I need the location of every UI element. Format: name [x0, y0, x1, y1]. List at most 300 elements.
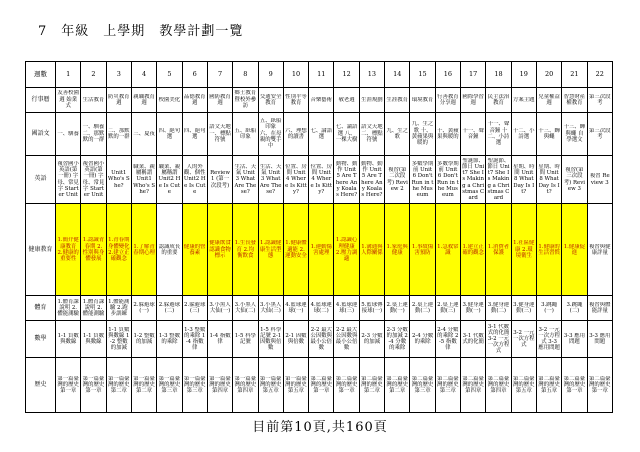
- week-number: 10: [283, 62, 308, 88]
- week-number: 4: [131, 62, 156, 88]
- plan-cell: [182, 113, 207, 156]
- plan-cell-text: 第一篇臺灣的歷史 第四章: [234, 375, 257, 394]
- plan-cell: [562, 87, 587, 113]
- plan-cell: [562, 321, 587, 357]
- plan-cell-text: 3-3 應用問題: [563, 332, 585, 346]
- plan-cell-text: 1.健康促進: [563, 243, 586, 256]
- week-number: 11: [309, 62, 334, 88]
- plan-cell-text: 星期、時間 Unit8 What Day Is It?: [512, 164, 535, 195]
- plan-cell: [56, 113, 81, 156]
- plan-cell: [410, 295, 435, 321]
- plan-cell: [283, 321, 308, 357]
- grade-label: 年級: [61, 24, 90, 39]
- plan-cell-text: 2-2 最大公因數與最小公倍數: [310, 326, 333, 352]
- plan-cell-text: 認識成長的重要: [158, 243, 181, 256]
- plan-cell-text: 動物、動作 Unit5 Are There Any Koalas Here?: [361, 160, 383, 198]
- plan-cell-text: 2.桌上運動(二): [411, 302, 434, 315]
- plan-cell: [182, 204, 207, 295]
- plan-cell: [536, 204, 561, 295]
- plan-cell-text: 3-1 代數式的化簡: [462, 332, 484, 346]
- plan-cell-text: 第二篇臺灣的歷史 第五章: [538, 375, 560, 394]
- plan-cell: [435, 321, 460, 357]
- plan-cell-text: 2-1 因數與倍數: [285, 332, 307, 346]
- plan-cell: [207, 204, 232, 295]
- plan-cell-text: 三、夏夜: [133, 130, 155, 137]
- plan-cell: [536, 357, 561, 412]
- plan-cell-text: 1.認識健康生活型態: [259, 240, 282, 259]
- plan-cell: [106, 87, 131, 113]
- plan-cell-text: 2-2 最大公因數與最小公倍數: [335, 326, 358, 352]
- subject-label: 英語: [26, 155, 56, 204]
- grade-number: 7: [38, 24, 48, 39]
- plan-cell-text: 1.了解青春期心理: [133, 243, 155, 256]
- plan-cell-text: 十一、聲音鐘 十二、小詩選: [487, 121, 510, 146]
- plan-cell-text: 4.籃球運球(一): [285, 302, 307, 315]
- plan-cell: [182, 155, 207, 204]
- plan-cell: [182, 87, 207, 113]
- subject-label: 歷史: [26, 357, 56, 412]
- plan-cell-text: 3.小黑人大仙(二): [234, 302, 256, 315]
- plan-cell-text: Unit1 Who's She?: [107, 170, 130, 189]
- plan-cell-text: 第二篇臺灣的歷史 第三章: [437, 375, 459, 394]
- plan-cell-text: 1-2 整數的加減: [133, 332, 155, 346]
- plan-cell: [283, 204, 308, 295]
- plan-cell: [511, 113, 536, 156]
- week-number: 12: [334, 62, 359, 88]
- subject-row: [26, 204, 613, 295]
- plan-cell: [207, 357, 232, 412]
- plan-cell: [410, 87, 435, 113]
- plan-cell: [131, 113, 156, 156]
- plan-cell: [157, 295, 182, 321]
- plan-cell-text: 1.認識青春期 2.性別與身體發展: [82, 237, 105, 262]
- plan-cell: [309, 113, 334, 156]
- plan-cell-text: 1.消費者保護: [487, 243, 510, 256]
- plan-cell: [511, 357, 536, 412]
- week-number: 21: [562, 62, 587, 88]
- plan-cell-text: 一、馴養: [57, 130, 79, 137]
- plan-cell-text: 國際學習週: [462, 93, 484, 106]
- plan-cell: [359, 295, 384, 321]
- plan-cell: [233, 87, 258, 113]
- plan-cell: [536, 295, 561, 321]
- plan-cell: [410, 204, 435, 295]
- plan-cell: [258, 113, 283, 156]
- plan-cell-text: 3.小黑人大仙(三): [259, 302, 282, 315]
- plan-cell-text: 動物、動作 Unit5 Are There Any Koalas Here?: [335, 160, 358, 198]
- plan-cell-text: 1.體能測驗 2.跑步訓練: [108, 298, 130, 318]
- plan-cell: [587, 295, 612, 321]
- plan-cell: [283, 357, 308, 412]
- plan-cell-text: 3.健身運動(二): [487, 302, 510, 315]
- plan-cell: [207, 155, 232, 204]
- plan-cell-text: 十一、聲音鐘: [462, 127, 484, 140]
- plan-cell-text: 1.建立正確的觀念: [462, 243, 484, 256]
- plan-cell-text: Review 1 (第一次段考): [210, 170, 230, 189]
- plan-cell: [410, 155, 435, 204]
- plan-cell-text: 兒童權益週: [538, 93, 560, 106]
- subject-row: [26, 87, 613, 113]
- plan-cell: [587, 321, 612, 357]
- plan-cell: [106, 321, 131, 357]
- plan-cell: [157, 321, 182, 357]
- plan-cell-text: 九、生之歌 十、黃蘋果與暖的: [411, 121, 434, 146]
- plan-cell: [81, 155, 106, 204]
- plan-cell-text: 行善教育 分享週: [437, 93, 459, 106]
- plan-cell: [106, 155, 131, 204]
- plan-cell: [309, 321, 334, 357]
- plan-cell: [283, 87, 308, 113]
- plan-cell-text: 智慧財產權教育: [563, 93, 586, 106]
- plan-cell-text: 2-3 分數的加減 2-4 分數的乘除: [386, 326, 408, 352]
- plan-cell-text: 1.健康的生活習慣: [538, 243, 560, 256]
- plan-cell-text: 1.生長發育 2.均衡飲食: [234, 240, 256, 259]
- plan-cell-text: 方案主題: [512, 96, 535, 103]
- plan-cell: [334, 204, 359, 295]
- plan-cell-text: 親職教育週: [133, 93, 155, 106]
- plan-cell-text: 1-3 整數的乘除 1-4 指數律: [184, 326, 206, 352]
- plan-cell-text: 第一篇臺灣的歷史 第三章: [158, 375, 181, 394]
- subject-label: 國語文: [26, 113, 56, 156]
- week-number: 16: [435, 62, 460, 88]
- plan-cell: [258, 321, 283, 357]
- plan-cell-text: 3-2 一元一次方程式: [512, 329, 535, 349]
- plan-cell: [258, 295, 283, 321]
- plan-cell-text: 3-3 應用問題: [589, 332, 611, 346]
- plan-cell-text: 六、理想的讀書: [285, 127, 307, 140]
- plan-cell-text: 第一篇臺灣的歷史 第二章: [133, 375, 155, 394]
- week-number: 13: [359, 62, 384, 88]
- week-number: 9: [258, 62, 283, 88]
- teaching-plan-table: [25, 61, 613, 413]
- plan-cell-text: 4.籃球運球(二): [310, 302, 332, 315]
- plan-cell-text: 第二篇臺灣的歷史 第二章: [386, 375, 408, 394]
- plan-cell-text: 1.體育課說明 2.體能測驗: [82, 298, 105, 318]
- plan-cell: [536, 155, 561, 204]
- plan-cell: [435, 113, 460, 156]
- plan-cell-text: 第一篇臺灣的歷史 第一章: [82, 375, 105, 394]
- week-number: 18: [486, 62, 511, 88]
- plan-cell: [385, 113, 410, 156]
- plan-cell: [258, 357, 283, 412]
- plan-cell-text: 十二、小詩選: [512, 127, 535, 140]
- plan-cell: [131, 155, 156, 204]
- plan-cell-text: 第一篇臺灣的歷史 第二章: [107, 375, 130, 394]
- plan-cell-text: 十、黃蘋果與暖的: [437, 127, 459, 140]
- plan-cell-text: 職業、親屬稱謂 Unit2 He Is Cute: [158, 164, 181, 195]
- plan-cell: [309, 204, 334, 295]
- week-number: 8: [233, 62, 258, 88]
- plan-cell: [233, 155, 258, 204]
- week-number: 19: [511, 62, 536, 88]
- plan-cell: [81, 357, 106, 412]
- plan-cell-text: 生涯教育: [386, 96, 408, 103]
- plan-cell: [562, 204, 587, 295]
- plan-cell: [157, 113, 182, 156]
- plan-cell-text: 1.運動傷害處理: [310, 243, 332, 256]
- plan-cell-text: 第二篇臺灣的歷史 第三章: [411, 375, 434, 394]
- plan-cell: [536, 113, 561, 156]
- plan-cell-text: 九、生之歌: [386, 127, 408, 140]
- plan-cell: [309, 357, 334, 412]
- week-number: 2: [81, 62, 106, 88]
- plan-cell: [309, 295, 334, 321]
- plan-cell-text: 1.家庭與健康: [386, 243, 408, 256]
- plan-cell-text: 第二篇臺灣的歷史 第四章: [462, 375, 484, 394]
- plan-cell: [334, 295, 359, 321]
- plan-cell-text: 五、紙船印象 六、在母親的雙手中: [259, 118, 282, 150]
- plan-cell-text: 1.健康體適能 2.運動安全: [285, 240, 307, 259]
- plan-cell: [461, 113, 486, 156]
- plan-cell-text: 音樂藝術: [310, 96, 333, 103]
- plan-cell: [486, 321, 511, 357]
- plan-cell: [461, 87, 486, 113]
- plan-cell-text: 語文天地二、標點符號: [361, 124, 383, 143]
- plan-cell: [536, 87, 561, 113]
- plan-cell-text: 1.溝通與人際關係: [361, 243, 383, 256]
- plan-cell: [435, 87, 460, 113]
- subject-row: [26, 155, 613, 204]
- plan-cell-text: 2-4 分數的乘除 2-5 指數律: [437, 326, 459, 352]
- plan-cell-text: 3.健身運動(三): [513, 302, 535, 315]
- week-number: 17: [461, 62, 486, 88]
- plan-cell-text: 品德教育週: [183, 93, 206, 106]
- plan-cell: [233, 321, 258, 357]
- plan-cell-text: 第三次段考: [588, 93, 611, 106]
- plan-cell: [536, 321, 561, 357]
- subject-row: [26, 295, 613, 321]
- plan-cell: [182, 357, 207, 412]
- week-number: 1: [56, 62, 81, 88]
- plan-cell-text: 第二篇臺灣的歷史 第四章: [487, 375, 510, 394]
- plan-cell: [157, 87, 182, 113]
- page-indicator: 目前第10頁,共160頁: [252, 420, 388, 435]
- plan-cell-text: 第二篇臺灣的歷史 第一章: [335, 375, 358, 394]
- subject-row: [26, 113, 613, 156]
- plan-cell: [233, 113, 258, 156]
- plan-cell: [233, 357, 258, 412]
- plan-cell-text: 位置、房間 Unit4 Where Is Kitty?: [310, 164, 333, 195]
- plan-cell-text: 職業、親屬稱謂 Unit1 Who's She?: [133, 164, 156, 195]
- plan-cell-text: 2.躲避球(二): [158, 302, 181, 315]
- plan-cell-text: 3.小黑人大仙(一): [209, 302, 231, 315]
- plan-cell: [461, 357, 486, 412]
- plan-cell: [106, 204, 131, 295]
- plan-cell-text: 十三、蟬與蠅: [538, 127, 560, 140]
- semester: 上學期: [103, 24, 146, 39]
- plan-cell-text: 1-5 科學記號: [234, 332, 256, 346]
- plan-cell-text: 七、論語選: [310, 127, 333, 140]
- plan-cell-text: 交通安全教育: [259, 93, 282, 106]
- plan-cell: [334, 321, 359, 357]
- plan-cell-text: 一、馴養 二、那默默的一群: [82, 124, 105, 143]
- plan-cell-text: 性別平等教育: [285, 93, 307, 106]
- plan-cell: [587, 204, 612, 295]
- subject-label: 體育: [26, 295, 56, 321]
- plan-cell-text: 生活、天氣 Unit3 What Are These?: [234, 164, 257, 195]
- plan-cell: [435, 357, 460, 412]
- plan-cell: [81, 113, 106, 156]
- plan-cell-text: 第一篇臺灣的歷史 第四章: [209, 375, 231, 394]
- plan-cell: [385, 204, 410, 295]
- week-number: 5: [157, 62, 182, 88]
- plan-cell: [385, 295, 410, 321]
- plan-cell-text: 複習與健康評量: [588, 243, 611, 256]
- plan-cell-text: 1-1 負數與數線 1-2 整數的加減: [108, 326, 130, 352]
- plan-cell-text: 1-1 負數與數線: [57, 332, 79, 346]
- plan-cell: [81, 87, 106, 113]
- plan-cell-text: 2-3 分數的加減: [361, 332, 383, 346]
- plan-cell-text: 3-2 一元一次方程式 3-3 應用問題: [538, 326, 560, 352]
- plan-cell: [410, 113, 435, 156]
- plan-cell-text: 1-1 負數與數線: [82, 332, 105, 346]
- plan-cell: [207, 87, 232, 113]
- plan-cell-text: 多數學期前 Unit6 Don't Run in the Museum: [411, 160, 434, 198]
- plan-cell: [283, 295, 308, 321]
- plan-cell-text: 二、那默默的一群: [107, 127, 130, 140]
- plan-cell: [486, 113, 511, 156]
- page-header: [38, 20, 257, 39]
- plan-cell-text: 1.簡介健康教育 2.健康的重要性: [57, 237, 79, 262]
- plan-cell-text: 星期、時間 Unit8 What Day Is It?: [538, 164, 560, 195]
- plan-cell-text: 2.桌上運動(一): [386, 302, 408, 315]
- plan-cell: [562, 155, 587, 204]
- plan-cell-text: 1-3 整數的乘除: [158, 332, 180, 346]
- plan-cell-text: 複習國小英語(第一冊) 字母、常見字 Starter Unit: [57, 160, 79, 198]
- subject-label: 數學: [26, 321, 56, 357]
- plan-cell: [334, 357, 359, 412]
- plan-cell: [56, 87, 81, 113]
- subject-label: 行事曆: [26, 87, 56, 113]
- plan-cell-text: 3-1 代數式的化簡 3-2 一元一次方程式: [487, 323, 510, 355]
- plan-cell-text: 生活、天氣 Unit3 What Are These?: [259, 164, 282, 195]
- week-number: 6: [182, 62, 207, 88]
- plan-cell: [511, 155, 536, 204]
- plan-cell: [587, 357, 612, 412]
- plan-cell-text: 國防教育週: [209, 93, 231, 106]
- plan-cell-text: 1.事故傷害預防: [411, 243, 434, 256]
- plan-cell-text: 第一篇臺灣的歷史 第五章: [285, 375, 307, 394]
- plan-cell-text: 1.體育課說明 2.體能測驗: [57, 298, 79, 318]
- plan-cell-text: 3.跳繩(一): [541, 302, 558, 315]
- plan-cell-text: 四、絕句選: [183, 127, 206, 140]
- plan-cell-text: 1.青春期身體變化 2.建立正確觀念: [107, 237, 130, 262]
- plan-cell: [486, 295, 511, 321]
- plan-cell: [486, 357, 511, 412]
- plan-cell: [359, 321, 384, 357]
- plan-cell-text: 2-4 分數的乘除: [411, 332, 434, 346]
- plan-cell: [461, 155, 486, 204]
- plan-cell: [157, 155, 182, 204]
- week-header-label: 週數: [26, 62, 56, 88]
- plan-cell: [56, 357, 81, 412]
- plan-cell: [157, 357, 182, 412]
- plan-cell: [385, 155, 410, 204]
- plan-cell: [106, 357, 131, 412]
- plan-cell: [131, 321, 156, 357]
- plan-cell: [334, 113, 359, 156]
- plan-cell-text: 位置、房間 Unit4 Where Is Kitty?: [285, 164, 307, 195]
- plan-cell: [283, 155, 308, 204]
- plan-cell: [131, 204, 156, 295]
- plan-cell-text: 第一篇臺灣的歷史 第五章: [259, 375, 282, 394]
- plan-cell-text: 複習(第二次段考) Review 2: [386, 167, 408, 192]
- plan-cell-text: 第二篇臺灣的歷史 第二章: [361, 375, 383, 394]
- plan-cell: [511, 204, 536, 295]
- plan-cell-text: 語文天地一、標點符號: [209, 124, 231, 143]
- plan-cell: [157, 204, 182, 295]
- week-header-row: [26, 62, 613, 88]
- plan-cell: [233, 295, 258, 321]
- plan-cell-text: 敬老週: [338, 96, 355, 103]
- plan-cell-text: 複習國小英語(第一冊) 字母、常見字 Starter Unit: [82, 160, 105, 198]
- plan-cell-text: 防災教育週: [107, 93, 130, 106]
- plan-cell-text: 2.桌上運動(三): [437, 302, 459, 315]
- plan-cell: [410, 321, 435, 357]
- plan-cell-text: 生活教育: [82, 96, 105, 103]
- plan-cell-text: 鄉土教育 暨校外參訪: [234, 90, 257, 109]
- plan-cell: [131, 87, 156, 113]
- plan-cell: [461, 321, 486, 357]
- plan-cell: [511, 321, 536, 357]
- plan-cell-text: 複習與體能評量: [588, 302, 611, 315]
- plan-cell-text: 友善校園週 始業式: [57, 90, 79, 109]
- plan-cell-text: 民主法治教育: [487, 93, 510, 106]
- week-number: 3: [106, 62, 131, 88]
- plan-cell-text: 多數學期前 Unit6 Don't Run in the Museum: [436, 160, 459, 198]
- subject-label: 健康教育: [26, 204, 56, 295]
- plan-cell-text: 第二篇臺灣的歷史 第一章: [310, 375, 333, 394]
- plan-cell: [56, 321, 81, 357]
- plan-cell-text: 健康的營養素: [183, 243, 206, 256]
- plan-cell: [106, 295, 131, 321]
- plan-cell: [359, 113, 384, 156]
- plan-cell: [81, 204, 106, 295]
- subject-row: [26, 357, 613, 412]
- plan-cell: [207, 321, 232, 357]
- plan-cell: [359, 357, 384, 412]
- plan-cell: [131, 357, 156, 412]
- plan-cell-text: 第二篇臺灣的歷史 第一章: [563, 375, 586, 394]
- plan-cell-text: 複習 Review 3: [589, 173, 610, 186]
- plan-cell: [182, 321, 207, 357]
- week-number: 20: [536, 62, 561, 88]
- plan-cell: [81, 295, 106, 321]
- plan-cell: [334, 87, 359, 113]
- plan-cell: [359, 155, 384, 204]
- plan-cell: [131, 295, 156, 321]
- plan-cell: [410, 357, 435, 412]
- plan-cell: [511, 295, 536, 321]
- plan-cell-text: 複習(第三次段考) Review 3: [563, 167, 586, 192]
- plan-cell-text: 2.躲避球(一): [133, 302, 155, 315]
- plan-cell: [233, 204, 258, 295]
- plan-cell: [486, 155, 511, 204]
- plan-cell: [182, 295, 207, 321]
- plan-cell: [587, 113, 612, 156]
- plan-cell: [587, 155, 612, 204]
- plan-cell-text: 第二篇臺灣的歷史 第五章: [512, 375, 535, 394]
- plan-cell: [435, 295, 460, 321]
- plan-cell-text: 四、絕句選: [158, 127, 181, 140]
- plan-cell: [385, 357, 410, 412]
- plan-cell: [486, 87, 511, 113]
- plan-cell: [385, 87, 410, 113]
- plan-cell-text: 4.籃球運球(三): [335, 302, 358, 315]
- plan-cell-text: 1-4 指數律: [209, 332, 231, 346]
- plan-cell: [106, 113, 131, 156]
- plan-cell-text: 七、論語選 八、一棵大樹: [335, 124, 358, 143]
